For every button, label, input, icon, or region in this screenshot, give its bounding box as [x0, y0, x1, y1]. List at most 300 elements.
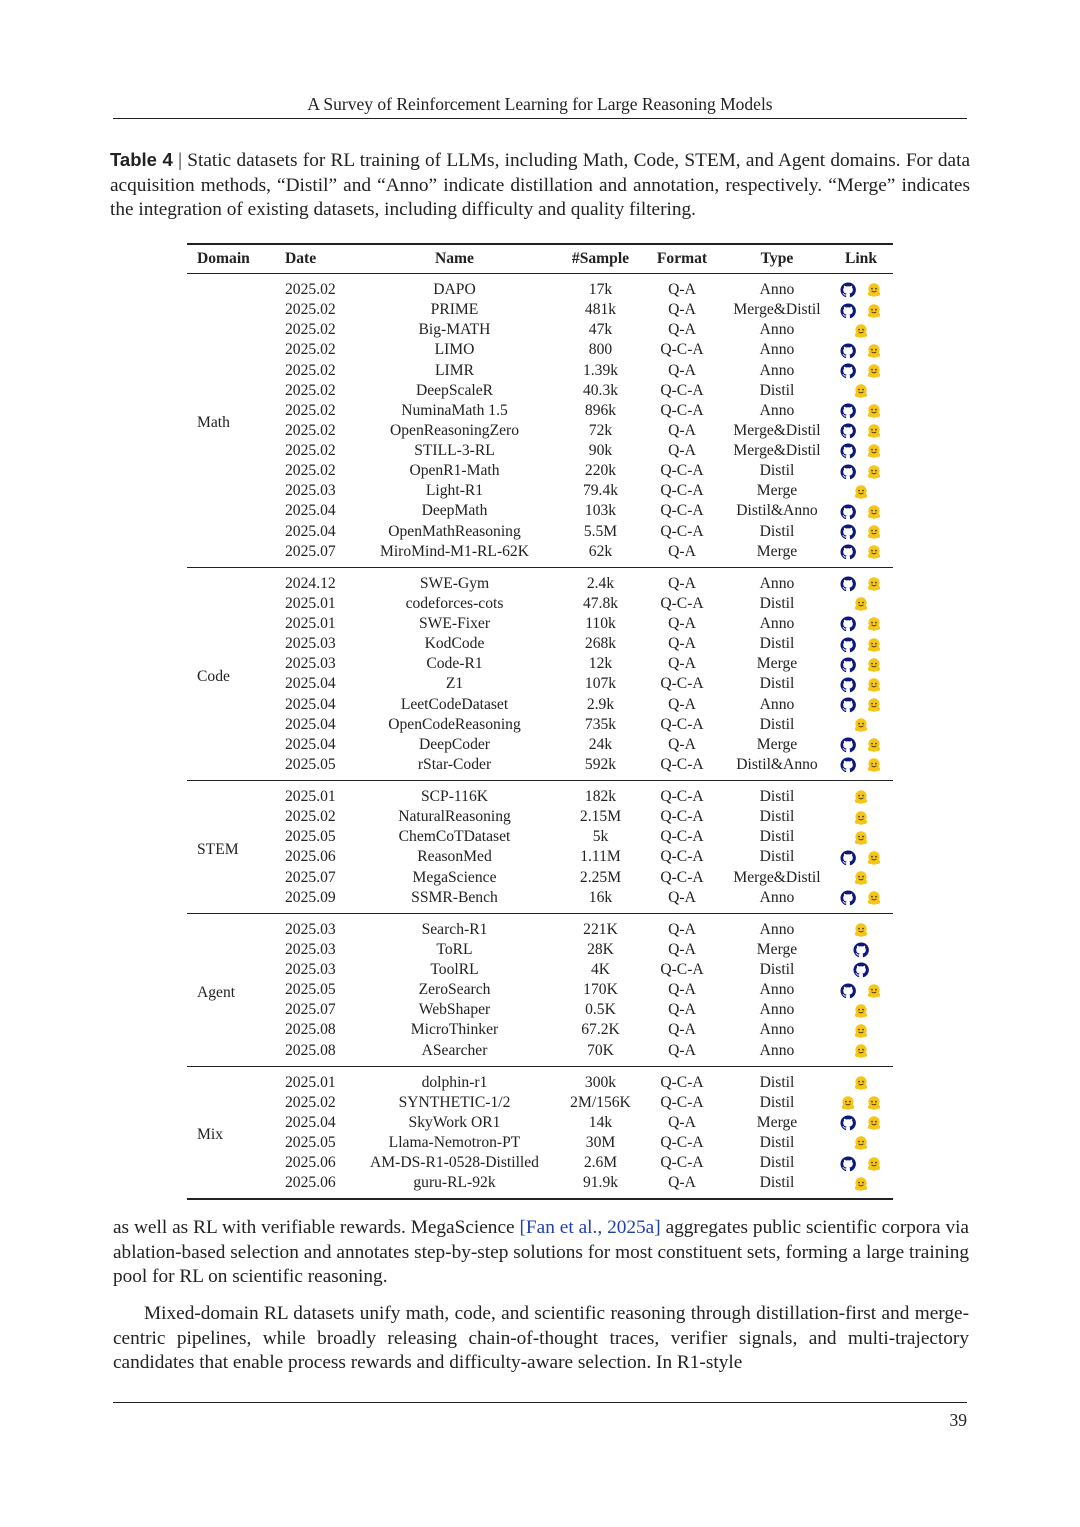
github-icon[interactable]: [840, 850, 856, 866]
format-cell: Q-C-A: [660, 482, 704, 500]
header-date: Date: [285, 250, 317, 267]
link-icons: [853, 1023, 869, 1039]
link-cell: [829, 634, 893, 654]
link-cell: [829, 807, 893, 827]
table-row: [187, 781, 893, 808]
sample-cell: 0.5K: [585, 1001, 616, 1019]
table-row: [187, 654, 893, 674]
huggingface-icon[interactable]: [866, 363, 882, 379]
github-icon[interactable]: [840, 464, 856, 480]
type-cell: Anno: [759, 361, 795, 379]
type-cell: Distil: [759, 635, 795, 653]
huggingface-icon[interactable]: [853, 1135, 869, 1151]
huggingface-icon[interactable]: [866, 282, 882, 298]
huggingface-icon[interactable]: [853, 789, 869, 805]
table-row: [187, 888, 893, 914]
sample-cell: 2.15M: [579, 808, 622, 826]
name-cell: ChemCoTDataset: [398, 828, 511, 846]
header-sample: #Sample: [571, 250, 630, 267]
format-cell: Q-A: [668, 1001, 696, 1019]
type-cell: Distil: [759, 961, 795, 978]
running-head: A Survey of Reinforcement Learning for Large Reasoning Models: [307, 94, 773, 114]
table-row: [187, 1020, 893, 1040]
type-cell: Anno: [759, 321, 795, 339]
sample-cell: 2.4k: [586, 574, 615, 592]
format-cell: Q-A: [668, 981, 696, 999]
link-icons: [840, 544, 882, 560]
table-row: [187, 501, 893, 521]
date-cell: 2024.12: [285, 574, 336, 592]
huggingface-icon[interactable]: [853, 1003, 869, 1019]
link-cell: [829, 735, 893, 755]
format-cell: Q-C-A: [660, 522, 704, 540]
link-cell: [829, 441, 893, 461]
github-icon[interactable]: [853, 962, 869, 978]
format-cell: Q-A: [668, 301, 696, 319]
date-cell: 2025.04: [285, 735, 336, 753]
link-cell: [829, 755, 893, 781]
huggingface-icon[interactable]: [866, 464, 882, 480]
github-icon[interactable]: [840, 890, 856, 906]
link-icons: [840, 303, 882, 319]
huggingface-icon[interactable]: [853, 1176, 869, 1192]
date-cell: 2025.06: [285, 1154, 336, 1172]
link-cell: [829, 695, 893, 715]
name-cell: DAPO: [433, 281, 476, 298]
github-icon[interactable]: [840, 443, 856, 459]
sample-cell: 221K: [583, 920, 618, 938]
table-row: [187, 361, 893, 381]
sample-cell: 24k: [588, 735, 613, 753]
format-cell: Q-C-A: [660, 1073, 704, 1091]
domain-cell: STEM: [197, 840, 239, 858]
link-cell: [829, 1000, 893, 1020]
huggingface-icon[interactable]: [866, 637, 882, 653]
link-icons: [853, 1176, 869, 1192]
format-cell: Q-A: [668, 281, 696, 298]
sample-cell: 481k: [584, 301, 617, 319]
name-cell: NaturalReasoning: [398, 808, 511, 826]
date-cell: 2025.04: [285, 675, 336, 693]
name-cell: ReasonMed: [417, 848, 492, 866]
type-cell: Distil: [759, 1093, 795, 1111]
name-cell: OpenMathReasoning: [388, 522, 521, 540]
type-cell: Anno: [759, 888, 795, 906]
link-cell: [829, 274, 893, 301]
table-row: [187, 1113, 893, 1133]
huggingface-icon[interactable]: [866, 890, 882, 906]
github-icon[interactable]: [840, 616, 856, 632]
github-icon[interactable]: [840, 403, 856, 419]
format-cell: Q-A: [668, 655, 696, 673]
name-cell: ToolRL: [430, 961, 479, 978]
table-row: [187, 421, 893, 441]
type-cell: Merge: [756, 482, 798, 500]
name-cell: PRIME: [430, 301, 479, 319]
link-icons: [840, 657, 882, 673]
github-icon[interactable]: [840, 524, 856, 540]
type-cell: Merge&Distil: [733, 301, 821, 319]
name-cell: OpenReasoningZero: [389, 421, 520, 439]
type-cell: Merge&Distil: [733, 421, 821, 439]
date-cell: 2025.02: [285, 421, 336, 439]
github-icon[interactable]: [840, 983, 856, 999]
format-cell: Q-A: [668, 321, 696, 339]
date-cell: 2025.05: [285, 755, 336, 773]
datasets-table: [187, 243, 893, 1200]
huggingface-icon[interactable]: [853, 383, 869, 399]
date-cell: 2025.09: [285, 888, 336, 906]
sample-cell: 91.9k: [582, 1174, 619, 1192]
type-cell: Anno: [759, 401, 795, 419]
sample-cell: 67.2K: [581, 1021, 620, 1039]
caption-label: Table 4: [110, 149, 173, 170]
name-cell: rStar-Coder: [417, 755, 492, 773]
link-icons: [840, 363, 882, 379]
table-row: [187, 1153, 893, 1173]
format-cell: Q-C-A: [660, 1093, 704, 1111]
date-cell: 2025.01: [285, 1073, 336, 1091]
sample-cell: 17k: [588, 281, 613, 298]
format-cell: Q-A: [668, 1041, 696, 1059]
huggingface-icon[interactable]: [866, 850, 882, 866]
github-icon[interactable]: [840, 423, 856, 439]
caption-text: Static datasets for RL training of LLMs, including Math, Code, STEM, and Agent domains. For data acquisition methods, “Distil” and “Anno” indicate distillation and annotation, respectively. “Merge” indicates the integration of existing datasets, including difficulty and quality filtering.: [110, 150, 970, 221]
link-cell: [829, 481, 893, 501]
link-cell: [829, 461, 893, 481]
type-cell: Distil&Anno: [736, 755, 818, 773]
table-row: [187, 1133, 893, 1153]
huggingface-icon[interactable]: [853, 810, 869, 826]
sample-cell: 220k: [584, 462, 617, 480]
huggingface-icon[interactable]: [866, 576, 882, 592]
link-icons: [853, 870, 869, 886]
github-icon[interactable]: [840, 757, 856, 773]
format-cell: Q-C-A: [660, 961, 704, 978]
huggingface-icon[interactable]: [866, 524, 882, 540]
name-cell: KodCode: [424, 635, 485, 653]
table-row: [187, 542, 893, 568]
name-cell: ASearcher: [421, 1041, 488, 1059]
table-row: [187, 755, 893, 781]
sample-cell: 90k: [588, 442, 613, 459]
table-row: [187, 1066, 893, 1093]
github-icon[interactable]: [840, 737, 856, 753]
github-icon[interactable]: [840, 504, 856, 520]
link-icons: [853, 1075, 869, 1091]
huggingface-icon[interactable]: [853, 922, 869, 938]
link-cell: [829, 960, 893, 980]
table-row: [187, 913, 893, 940]
name-cell: SSMR-Bench: [411, 888, 498, 906]
huggingface-icon[interactable]: [853, 1043, 869, 1059]
table-row: [187, 461, 893, 481]
huggingface-icon[interactable]: [853, 1075, 869, 1091]
table-row: [187, 594, 893, 614]
format-cell: Q-C-A: [660, 848, 704, 866]
github-icon[interactable]: [840, 1156, 856, 1172]
format-cell: Q-A: [668, 361, 696, 379]
name-cell: Code-R1: [426, 655, 483, 673]
sample-cell: 12k: [588, 655, 613, 673]
type-cell: Merge: [756, 542, 798, 560]
date-cell: 2025.04: [285, 715, 336, 733]
link-icons: [853, 383, 869, 399]
format-cell: Q-A: [668, 442, 696, 459]
date-cell: 2025.03: [285, 655, 336, 673]
link-cell: [829, 1020, 893, 1040]
huggingface-icon[interactable]: [866, 697, 882, 713]
sample-cell: 170K: [583, 981, 618, 999]
date-cell: 2025.08: [285, 1041, 336, 1059]
name-cell: SYNTHETIC-1/2: [398, 1093, 511, 1111]
sample-cell: 182k: [584, 788, 617, 805]
name-cell: MegaScience: [412, 868, 497, 886]
group-code: [187, 567, 893, 780]
format-cell: Q-A: [668, 735, 696, 753]
link-cell: [829, 654, 893, 674]
huggingface-icon[interactable]: [866, 757, 882, 773]
link-cell: [829, 567, 893, 594]
date-cell: 2025.02: [285, 281, 336, 298]
github-icon[interactable]: [840, 282, 856, 298]
link-icons: [840, 423, 882, 439]
format-cell: Q-C-A: [660, 502, 704, 520]
github-icon[interactable]: [840, 363, 856, 379]
format-cell: Q-C-A: [660, 1134, 704, 1151]
table-row: [187, 567, 893, 594]
link-icons: [853, 484, 869, 500]
sample-cell: 800: [588, 341, 613, 359]
name-cell: OpenCodeReasoning: [388, 715, 521, 733]
table-row: [187, 634, 893, 654]
paragraph-1: [113, 1216, 969, 1290]
github-icon[interactable]: [840, 697, 856, 713]
sample-cell: 268k: [584, 635, 617, 653]
link-cell: [829, 1093, 893, 1113]
type-cell: Merge: [756, 655, 798, 673]
link-icons: [853, 717, 869, 733]
name-cell: WebShaper: [418, 1001, 491, 1019]
link-icons: [840, 737, 882, 753]
link-cell: [829, 614, 893, 634]
link-icons: [840, 282, 882, 298]
huggingface-icon[interactable]: [866, 504, 882, 520]
name-cell: LeetCodeDataset: [400, 695, 509, 713]
table-row: [187, 320, 893, 340]
huggingface-icon[interactable]: [866, 1095, 882, 1111]
format-cell: Q-A: [668, 1174, 696, 1192]
link-icons: [840, 637, 882, 653]
huggingface-icon[interactable]: [853, 596, 869, 612]
huggingface-icon[interactable]: [866, 1115, 882, 1131]
link-cell: [829, 715, 893, 735]
header-name: Name: [435, 250, 474, 267]
table-row: [187, 522, 893, 542]
table-row: [187, 807, 893, 827]
sample-cell: 4K: [590, 961, 611, 978]
paragraph-1-start: as well as RL with verifiable rewards. MegaScience: [113, 1217, 520, 1238]
link-icons: [840, 616, 882, 632]
sample-cell: 79.4k: [582, 482, 619, 500]
name-cell: Light-R1: [425, 482, 484, 500]
name-cell: MicroThinker: [410, 1021, 499, 1039]
date-cell: 2025.05: [285, 1134, 336, 1151]
date-cell: 2025.02: [285, 301, 336, 319]
table-row: [187, 868, 893, 888]
link-cell: [829, 674, 893, 694]
link-icons: [840, 697, 882, 713]
domain-cell: Agent: [197, 983, 236, 1001]
date-cell: 2025.01: [285, 594, 336, 612]
huggingface-icon[interactable]: [866, 403, 882, 419]
link-icons: [840, 576, 882, 592]
citation-link[interactable]: [Fan et al., 2025a]: [519, 1217, 661, 1238]
huggingface-icon[interactable]: [853, 323, 869, 339]
date-cell: 2025.02: [285, 401, 336, 419]
sample-cell: 592k: [584, 755, 617, 773]
header-link: Link: [844, 250, 878, 267]
type-cell: Distil: [759, 522, 795, 540]
date-cell: 2025.02: [285, 462, 336, 480]
table-row: [187, 481, 893, 501]
header-format: Format: [656, 250, 708, 267]
link-cell: [829, 1113, 893, 1133]
type-cell: Anno: [759, 281, 795, 298]
link-icons: [853, 962, 869, 978]
type-cell: Anno: [759, 981, 795, 999]
group-math: [187, 274, 893, 568]
type-cell: Distil: [759, 1073, 795, 1091]
link-cell: [829, 501, 893, 521]
github-icon[interactable]: [840, 544, 856, 560]
github-icon[interactable]: [840, 343, 856, 359]
sample-cell: 70K: [587, 1041, 614, 1059]
huggingface-icon[interactable]: [866, 303, 882, 319]
huggingface-icon[interactable]: [840, 1095, 856, 1111]
link-cell: [829, 300, 893, 320]
type-cell: Merge: [756, 735, 798, 753]
format-cell: Q-A: [668, 920, 696, 938]
name-cell: SkyWork OR1: [408, 1113, 501, 1131]
link-icons: [853, 810, 869, 826]
link-cell: [829, 888, 893, 914]
name-cell: Search-R1: [421, 920, 488, 938]
huggingface-icon[interactable]: [866, 544, 882, 560]
date-cell: 2025.07: [285, 1001, 336, 1019]
date-cell: 2025.01: [285, 788, 336, 805]
github-icon[interactable]: [840, 637, 856, 653]
table-row: [187, 735, 893, 755]
format-cell: Q-A: [668, 1113, 696, 1131]
huggingface-icon[interactable]: [853, 1023, 869, 1039]
huggingface-icon[interactable]: [866, 343, 882, 359]
huggingface-icon[interactable]: [866, 1156, 882, 1172]
table-caption: [110, 148, 970, 223]
link-cell: [829, 361, 893, 381]
sample-cell: 40.3k: [582, 381, 619, 399]
table-row: [187, 614, 893, 634]
name-cell: SWE-Fixer: [418, 615, 491, 632]
date-cell: 2025.03: [285, 961, 336, 978]
table-row: [187, 847, 893, 867]
link-icons: [840, 504, 882, 520]
github-icon[interactable]: [840, 677, 856, 693]
huggingface-icon[interactable]: [866, 677, 882, 693]
table-row: [187, 960, 893, 980]
huggingface-icon[interactable]: [853, 830, 869, 846]
sample-cell: 300k: [584, 1073, 617, 1091]
link-icons: [840, 1156, 882, 1172]
name-cell: ZeroSearch: [418, 981, 491, 999]
github-icon[interactable]: [840, 576, 856, 592]
huggingface-icon[interactable]: [853, 484, 869, 500]
date-cell: 2025.02: [285, 808, 336, 826]
github-icon[interactable]: [840, 303, 856, 319]
link-cell: [829, 940, 893, 960]
table-row: [187, 401, 893, 421]
header-domain: Domain: [197, 250, 250, 267]
format-cell: Q-C-A: [660, 675, 704, 693]
table-row: [187, 715, 893, 735]
date-cell: 2025.02: [285, 442, 336, 459]
huggingface-icon[interactable]: [866, 423, 882, 439]
paragraph-1-end: aggregates public scientific corpora via ablation-based selection and annotates step-by-step solutions for most constituent sets, forming a large training pool for RL on scientific reasoning.: [113, 1217, 969, 1288]
huggingface-icon[interactable]: [866, 657, 882, 673]
link-cell: [829, 401, 893, 421]
huggingface-icon[interactable]: [866, 983, 882, 999]
date-cell: 2025.02: [285, 321, 336, 339]
type-cell: Distil: [759, 1174, 795, 1192]
link-icons: [840, 850, 882, 866]
date-cell: 2025.03: [285, 940, 336, 958]
format-cell: Q-C-A: [660, 715, 704, 733]
date-cell: 2025.04: [285, 1113, 336, 1131]
huggingface-icon[interactable]: [866, 443, 882, 459]
name-cell: DeepScaleR: [415, 381, 494, 399]
link-cell: [829, 868, 893, 888]
type-cell: Merge: [756, 940, 798, 958]
github-icon[interactable]: [853, 942, 869, 958]
format-cell: Q-A: [668, 421, 696, 439]
page-number: 39: [949, 1410, 967, 1430]
link-cell: [829, 381, 893, 401]
date-cell: 2025.08: [285, 1021, 336, 1039]
type-cell: Distil: [759, 1154, 795, 1172]
name-cell: codeforces-cots: [405, 594, 504, 612]
huggingface-icon[interactable]: [853, 870, 869, 886]
huggingface-icon[interactable]: [866, 737, 882, 753]
link-cell: [829, 1173, 893, 1199]
caption-separator: |: [172, 150, 188, 171]
name-cell: LIMR: [435, 361, 474, 379]
paragraph-2: Mixed-domain RL datasets unify math, code, and scientific reasoning through distillation-first and merge-centric pipelines, while broadly releasing chain-of-thought traces, verifier signals, and multi-trajectory candidates that enable process rewards and difficulty-aware selection. In R1-style: [113, 1303, 969, 1374]
github-icon[interactable]: [840, 1115, 856, 1131]
footer-rule: [113, 1402, 967, 1403]
link-cell: [829, 781, 893, 808]
format-cell: Q-A: [668, 542, 696, 560]
group-mix: [187, 1066, 893, 1199]
sample-cell: 2.6M: [583, 1154, 618, 1172]
table-row: [187, 1041, 893, 1067]
link-cell: [829, 980, 893, 1000]
github-icon[interactable]: [840, 657, 856, 673]
huggingface-icon[interactable]: [853, 717, 869, 733]
link-cell: [829, 522, 893, 542]
huggingface-icon[interactable]: [866, 616, 882, 632]
header-rule: [113, 118, 967, 119]
table-row: [187, 381, 893, 401]
